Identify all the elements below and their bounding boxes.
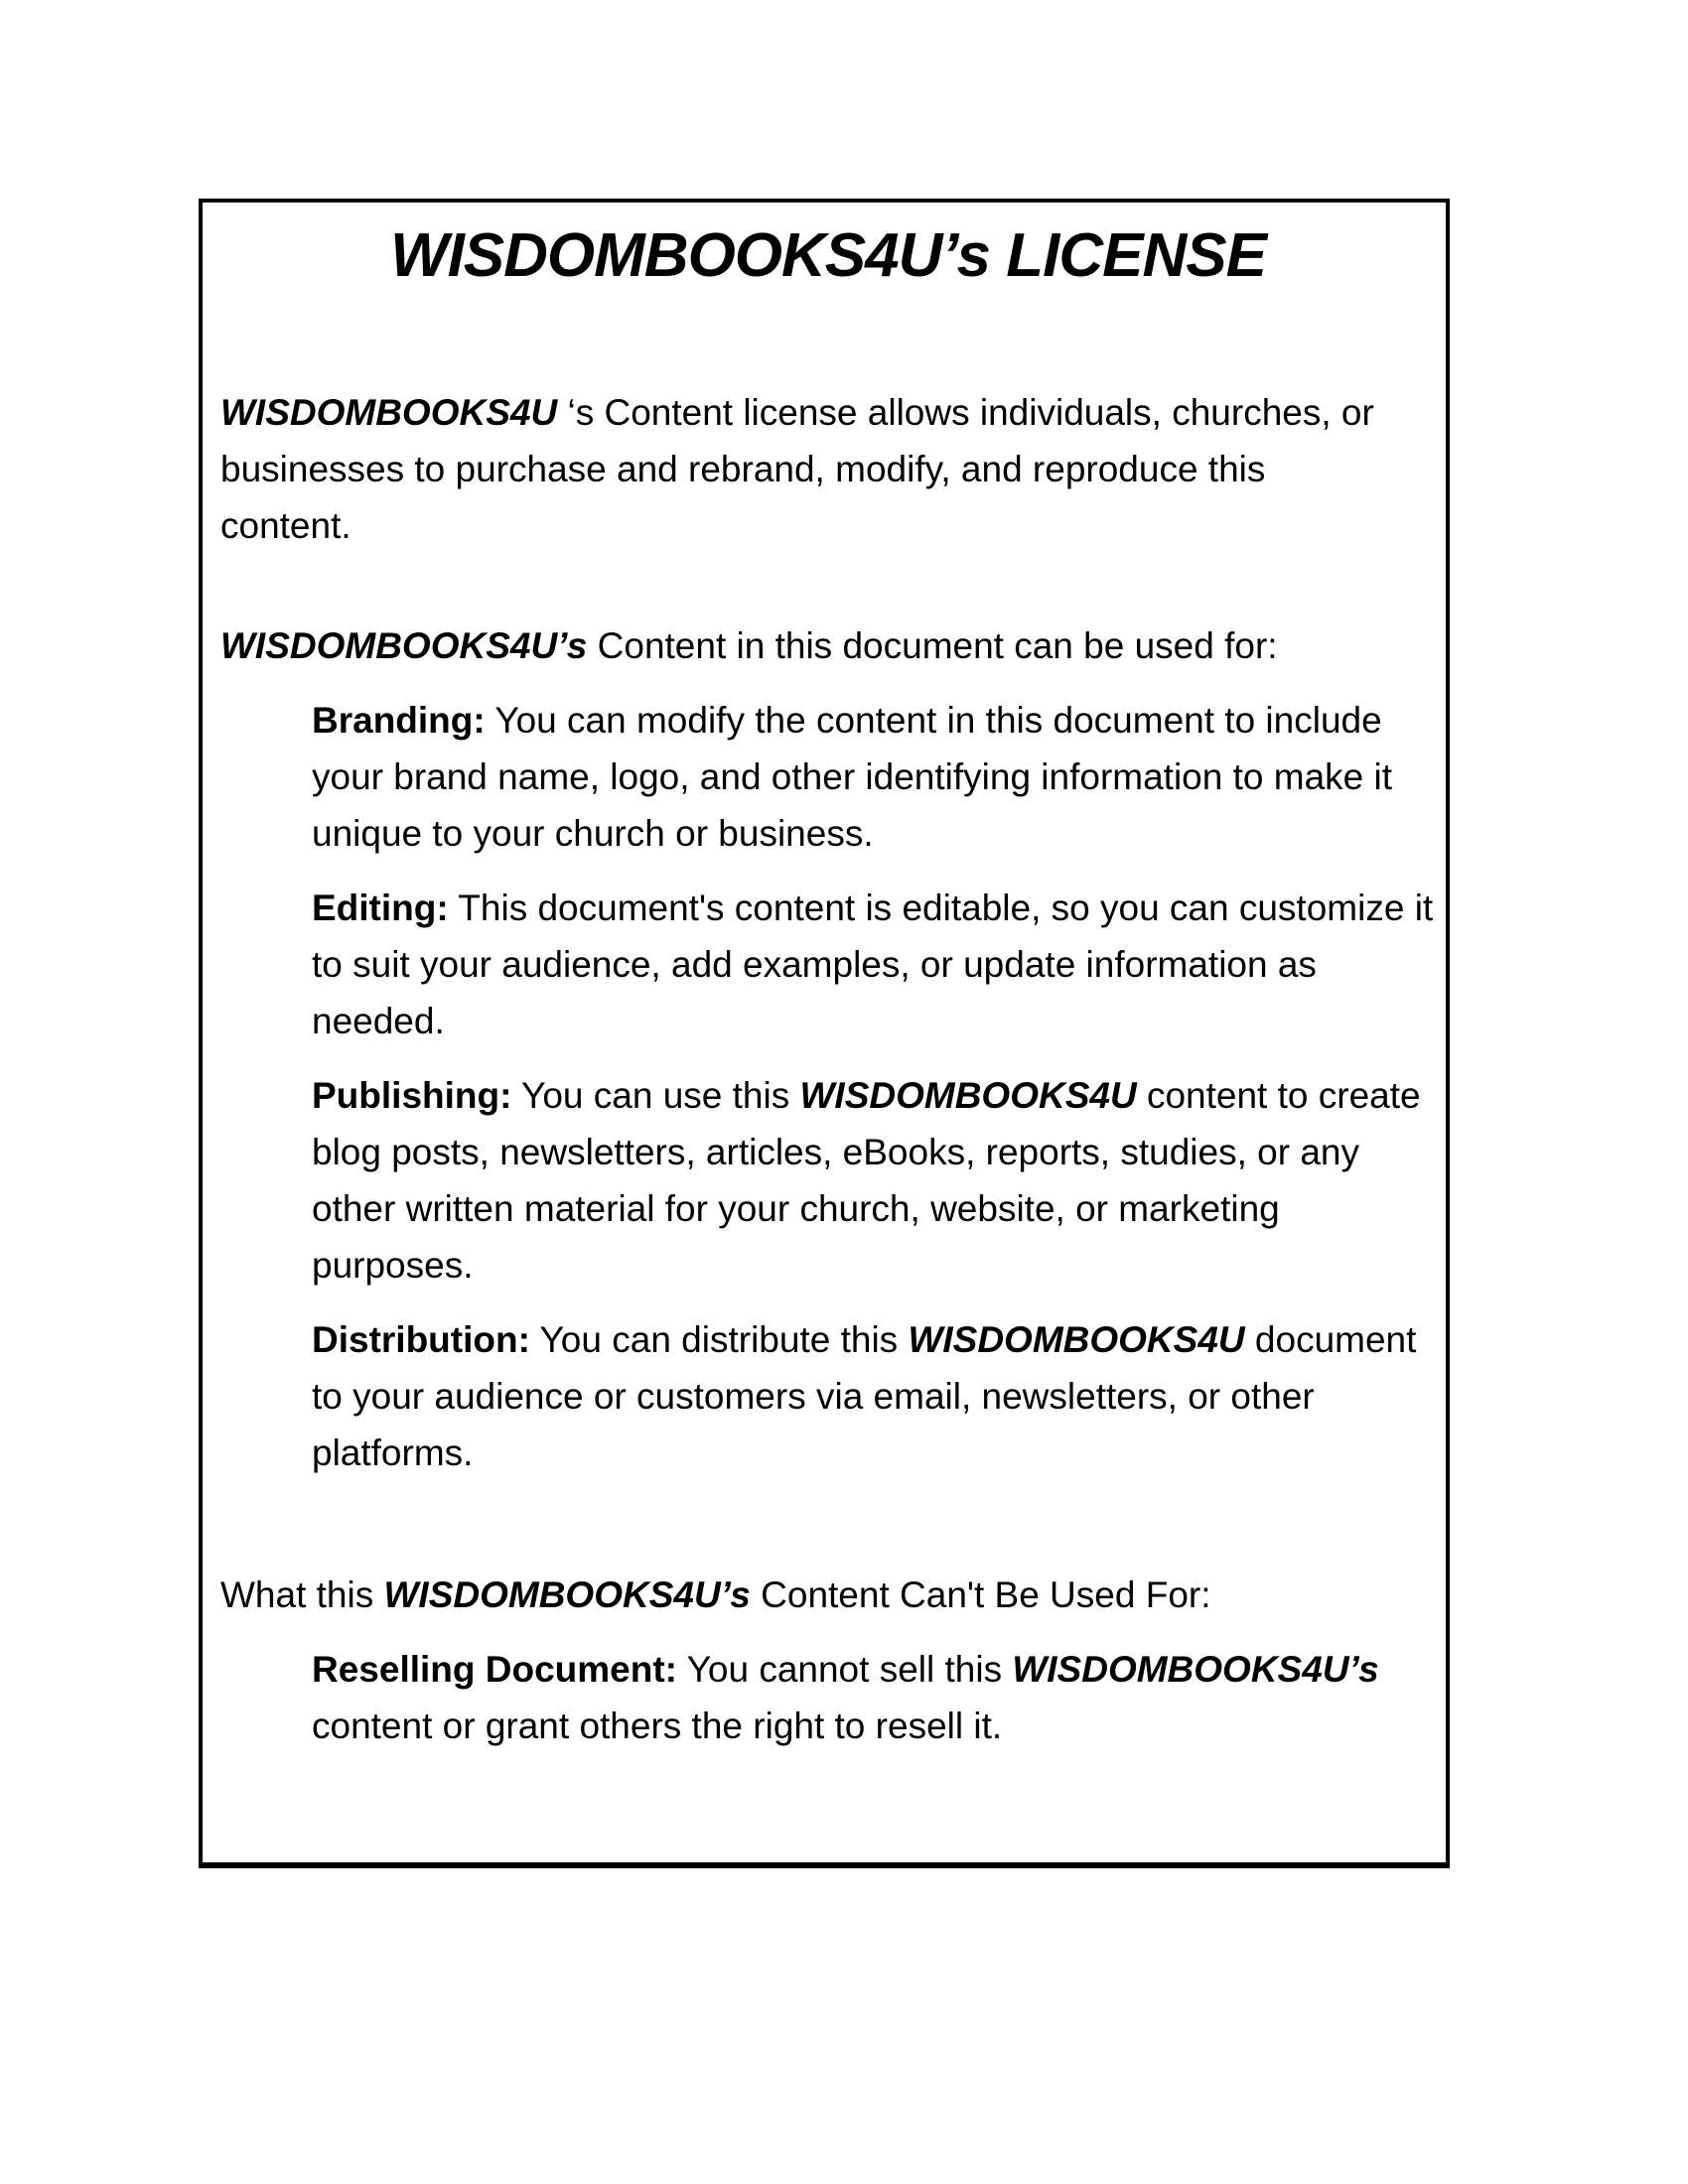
item-text: You can modify the content in this document to include your brand name, logo, and other identifying information to make it unique to your church or business. [312, 700, 1393, 855]
license-document-frame [199, 199, 1450, 1868]
brand-name: WISDOMBOOKS4U’s [220, 625, 588, 667]
item-label: Branding: [312, 700, 486, 742]
item-label: Distribution: [312, 1319, 530, 1361]
used-for-heading-text: Content in this document can be used for: [587, 625, 1278, 667]
brand-name: WISDOMBOOKS4U [220, 392, 558, 434]
list-item-publishing [312, 1067, 1436, 1294]
item-text: This document's content is editable, so you can customize it to suit your audience, add examples, or update information as needed. [312, 887, 1434, 1042]
cant-be-used-heading [220, 1567, 1397, 1623]
item-label: Publishing: [312, 1075, 512, 1117]
item-text: You can distribute this [529, 1319, 909, 1361]
intro-paragraph [220, 384, 1397, 554]
brand-name: WISDOMBOOKS4U’s [1012, 1649, 1379, 1691]
item-text: You cannot sell this [677, 1649, 1013, 1691]
page-title: WISDOMBOOKS4U’s LICENSE [390, 221, 1266, 290]
item-label: Reselling Document: [312, 1649, 677, 1691]
list-item-distribution [312, 1311, 1436, 1481]
item-text: document to your audience or customers via email, newsletters, or other platforms. [312, 1319, 1417, 1474]
item-text: You can use this [511, 1075, 800, 1117]
used-for-heading [220, 617, 1397, 674]
brand-name: WISDOMBOOKS4U [908, 1319, 1245, 1361]
brand-name: WISDOMBOOKS4U [799, 1075, 1137, 1117]
item-text: content or grant others the right to resell it. [312, 1706, 1003, 1747]
list-item-reselling [312, 1641, 1436, 1754]
intro-text: ‘s Content license allows individuals, churches, or businesses to purchase and rebrand, modify, and reproduce this content. [220, 392, 1374, 547]
list-item-branding [312, 692, 1436, 862]
list-item-editing [312, 880, 1436, 1049]
heading-text: Content Can't Be Used For: [750, 1574, 1211, 1616]
brand-name: WISDOMBOOKS4U’s [383, 1574, 751, 1616]
heading-text: What this [220, 1574, 384, 1616]
item-label: Editing: [312, 887, 449, 929]
item-text: content to create blog posts, newsletters, articles, eBooks, reports, studies, or any other written material for your church, website, or marketing purposes. [312, 1075, 1421, 1287]
